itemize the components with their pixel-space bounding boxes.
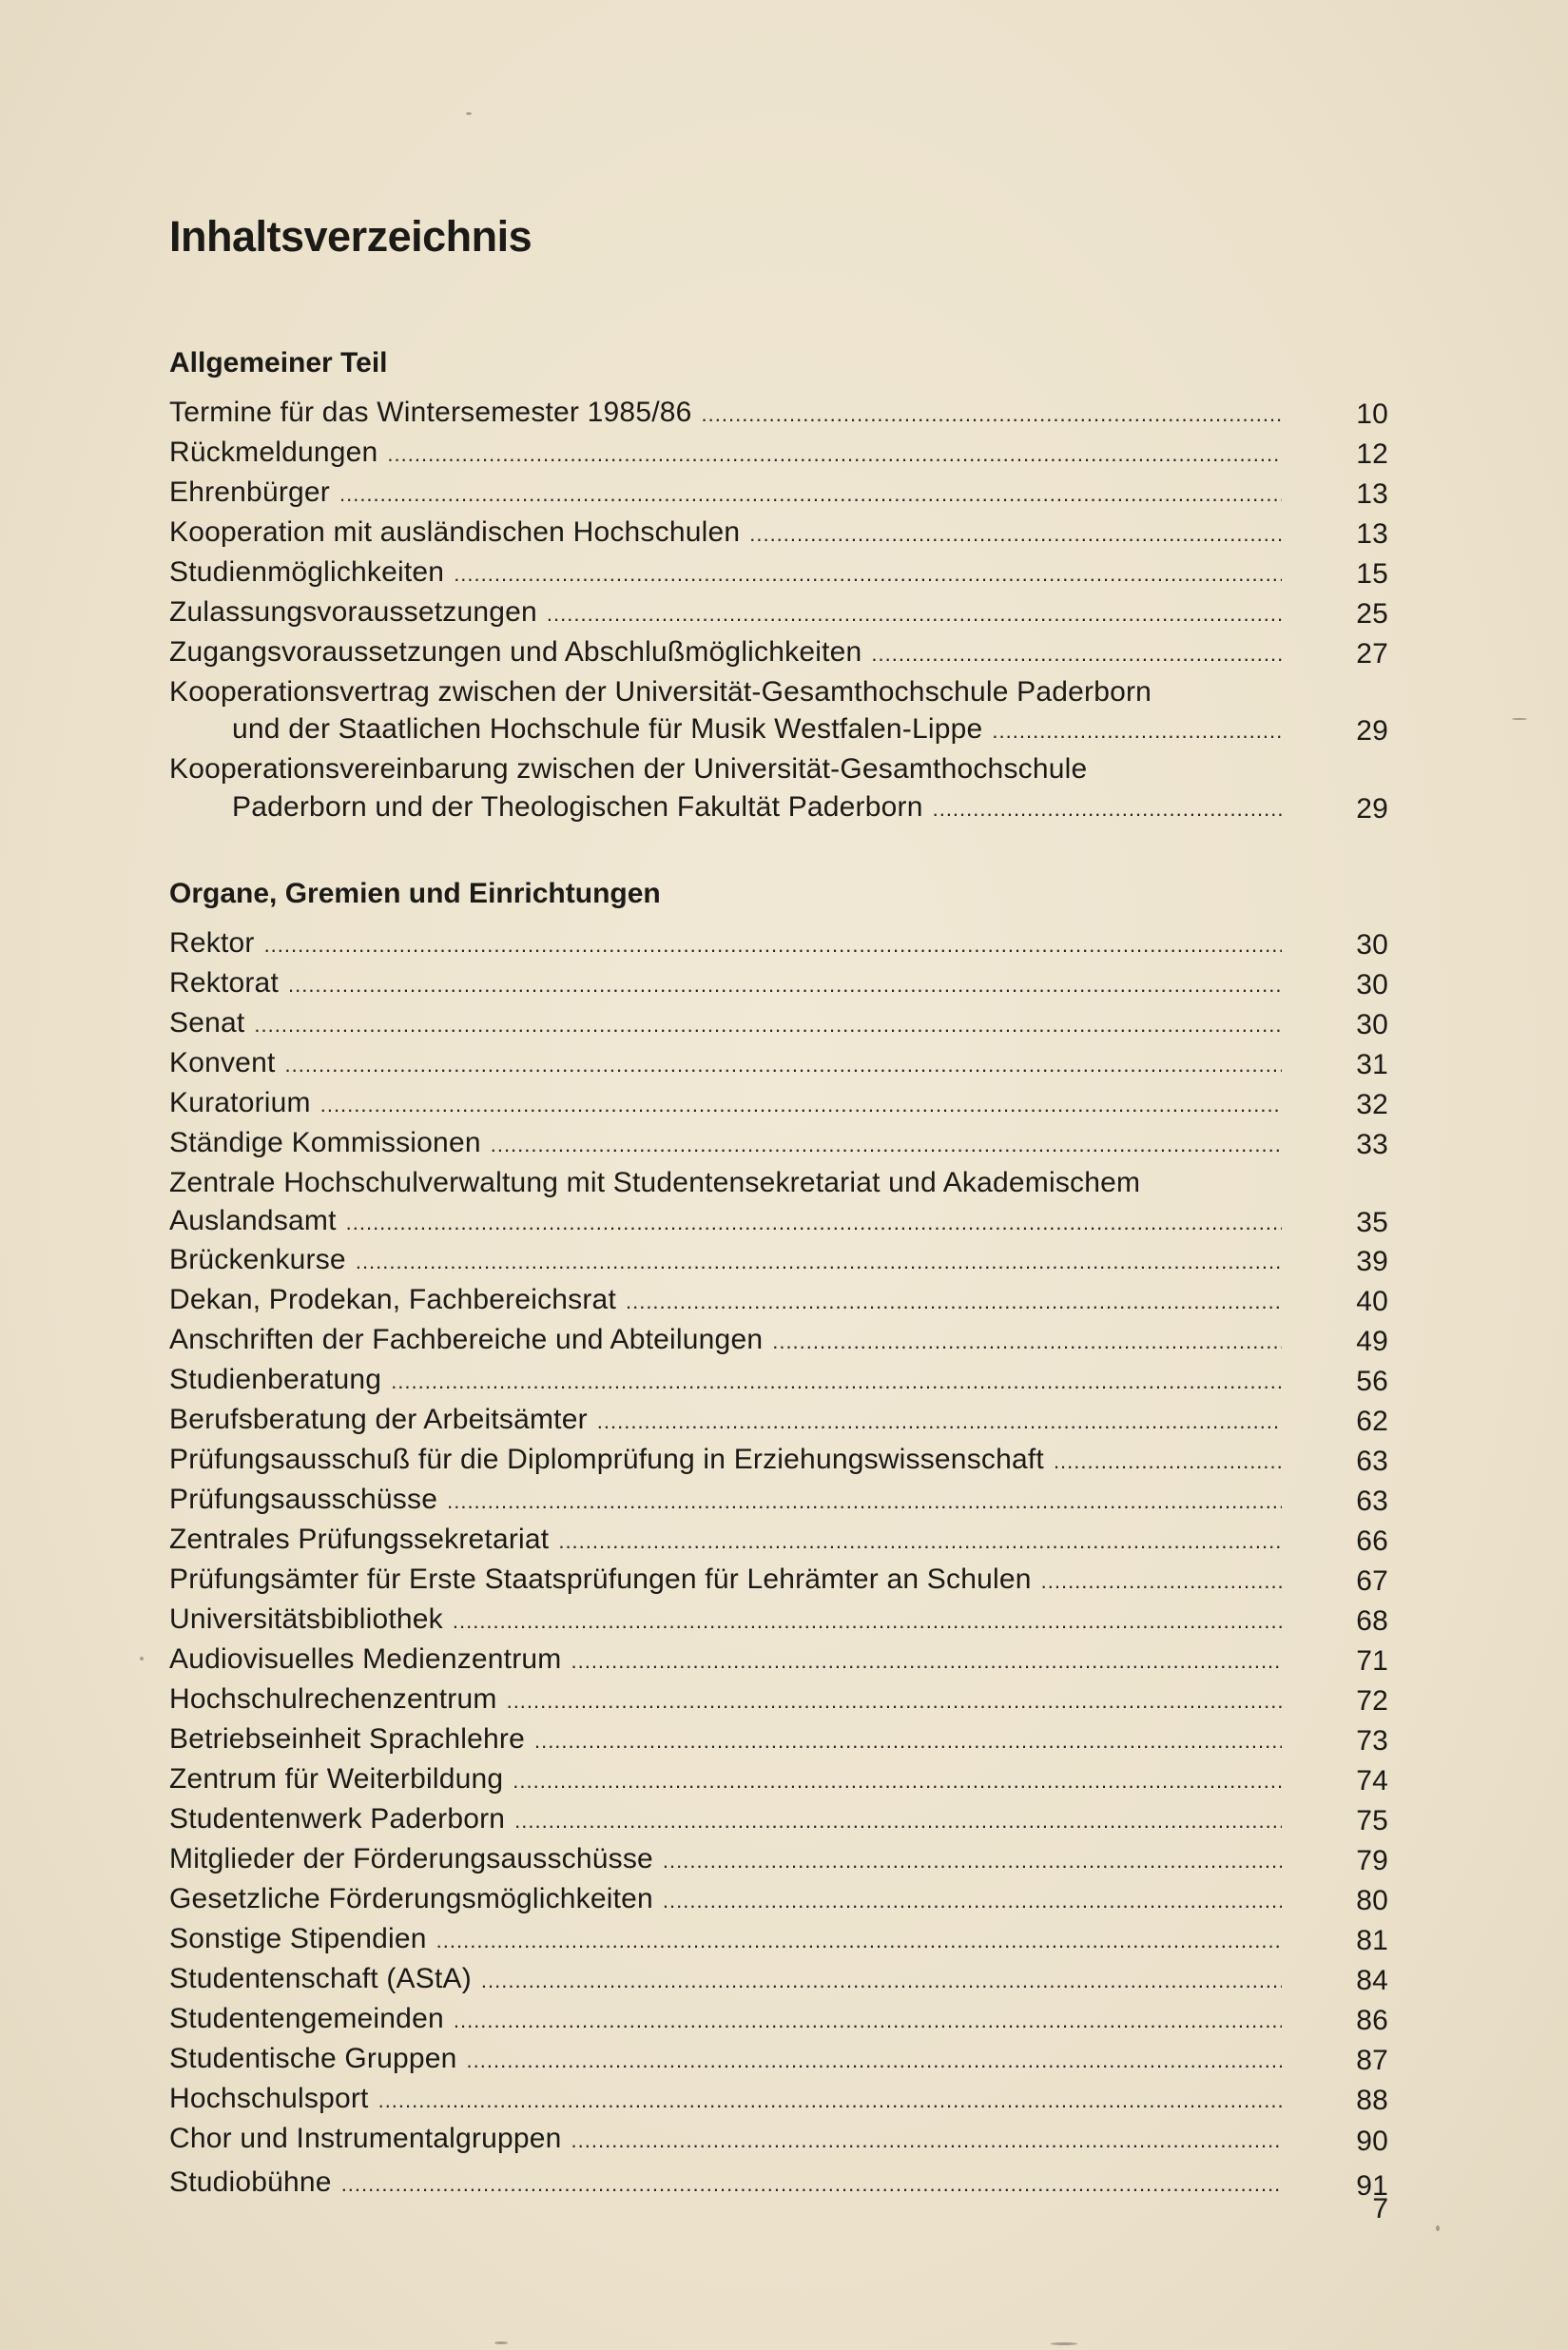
toc-entry-title: Hochschulsport — [169, 2082, 369, 2114]
toc-entry-line — [169, 394, 1282, 434]
toc-entry-line — [169, 593, 1282, 633]
toc-entry-title: Studienberatung — [169, 1364, 382, 1396]
toc-entry-line — [169, 474, 1282, 514]
toc-page-number: 27 — [1356, 637, 1388, 670]
toc-entry-line — [169, 924, 1282, 964]
toc-entry-title: Kuratorium — [169, 1086, 311, 1118]
dot-leader — [871, 635, 1282, 673]
toc-entry-line — [169, 1720, 1282, 1760]
toc-page-number: 25 — [1356, 597, 1388, 630]
toc-entry-title: Kooperationsvereinbarung zwischen der Universität-Gesamthochschule — [169, 753, 1088, 786]
toc-entry — [169, 1084, 1388, 1124]
toc-page-number: 81 — [1356, 1924, 1388, 1956]
dot-leader — [513, 1762, 1282, 1800]
toc-entry-title: Prüfungsausschüsse — [169, 1484, 438, 1515]
toc-entry-line — [169, 1880, 1282, 1920]
section-allgemeiner-teil — [169, 344, 1388, 827]
toc-entry-line — [169, 1840, 1282, 1880]
toc-entry-title: Hochschulrechenzentrum — [169, 1682, 497, 1715]
toc-page-number: 72 — [1356, 1684, 1388, 1717]
toc-entry-line — [169, 1481, 1282, 1521]
toc-entry-title: Berufsberatung der Arbeitsämter — [169, 1404, 588, 1436]
toc-entry-line — [169, 2080, 1282, 2120]
toc-page-number: 86 — [1356, 2004, 1388, 2036]
toc-entry-title: Chor und Instrumentalgruppen — [169, 2122, 562, 2154]
toc-page-number: 12 — [1356, 437, 1388, 470]
toc-entry-title: Rückmeldungen — [169, 436, 378, 468]
dot-leader — [772, 1323, 1282, 1361]
toc-entry-title: Sonstige Stipendien — [169, 1922, 427, 1954]
toc-entry-line — [169, 1321, 1282, 1361]
toc-list — [169, 394, 1388, 827]
toc-entry-title: Zulassungsvoraussetzungen — [169, 595, 537, 628]
toc-entry-title: Prüfungsausschuß für die Diplomprüfung in Erziehungswissenschaft — [169, 1444, 1044, 1476]
toc-entry-title: Studiobühne — [169, 2166, 332, 2199]
toc-page-number: 13 — [1356, 517, 1388, 550]
toc-entry-line — [169, 1800, 1282, 1840]
dot-leader — [454, 2002, 1282, 2040]
toc-entry — [169, 1321, 1388, 1361]
dot-leader — [391, 1363, 1282, 1401]
toc-page-number: 40 — [1356, 1286, 1388, 1318]
toc-entry-title: Rektor — [169, 927, 255, 959]
toc-entry — [169, 474, 1388, 514]
dot-leader — [378, 2082, 1282, 2120]
toc-entry — [169, 554, 1388, 593]
toc-entry-title: Termine für das Wintersemester 1985/86 — [169, 397, 692, 428]
toc-entry-line — [169, 1004, 1282, 1044]
toc-entry — [169, 394, 1388, 434]
toc-entry-title: Studienmöglichkeiten — [169, 555, 445, 588]
toc-entry — [169, 514, 1388, 554]
toc-entry-title: Kooperation mit ausländischen Hochschulen — [169, 515, 741, 548]
toc-page-number: 73 — [1356, 1724, 1388, 1757]
dot-leader — [702, 396, 1282, 434]
toc-page-number: 75 — [1356, 1804, 1388, 1836]
toc-entry — [169, 1044, 1388, 1084]
toc-entry-line — [169, 1680, 1282, 1720]
toc-entry-line — [169, 554, 1282, 593]
toc-entry-line — [169, 1760, 1282, 1800]
toc-entry — [169, 633, 1388, 673]
toc-entry-title: Kooperationsvertrag zwischen der Universität-Gesamthochschule Paderborn — [169, 675, 1152, 708]
dot-leader — [356, 1243, 1282, 1281]
dot-leader — [254, 1006, 1282, 1044]
toc-entry-title: Mitglieder der Förderungsausschüsse — [169, 1842, 653, 1874]
toc-entry — [169, 1680, 1388, 1720]
toc-entry-line — [169, 673, 1282, 711]
toc-entry-title: Prüfungsämter für Erste Staatsprüfungen für Lehrämter an Schulen — [169, 1563, 1032, 1595]
toc-entry-title: Senat — [169, 1006, 245, 1039]
toc-page-number: 39 — [1356, 1246, 1388, 1278]
toc-entry-title: Anschriften der Fachbereiche und Abteilungen — [169, 1324, 764, 1356]
dot-leader — [341, 2165, 1282, 2204]
toc-page-number: 80 — [1356, 1884, 1388, 1916]
toc-page-number: 13 — [1356, 477, 1388, 510]
toc-entry-title: Auslandsamt — [169, 1204, 337, 1236]
dot-leader — [447, 1483, 1282, 1521]
section-heading: Allgemeiner Teil — [169, 347, 388, 379]
toc-entry-line — [169, 1361, 1282, 1401]
toc-page-number: 87 — [1356, 2044, 1388, 2076]
dot-leader — [481, 1962, 1282, 2000]
toc-page-number: 79 — [1356, 1844, 1388, 1876]
toc-entry-title: Gesetzliche Förderungsmöglichkeiten — [169, 1882, 653, 1914]
dot-leader — [288, 966, 1282, 1004]
toc-entry — [169, 2040, 1388, 2080]
paper-speck — [140, 1657, 144, 1661]
dot-leader — [571, 1642, 1282, 1680]
toc-entry — [169, 1840, 1388, 1880]
toc-page-number: 35 — [1356, 1206, 1388, 1238]
toc-entry — [169, 673, 1388, 750]
dot-leader — [534, 1722, 1282, 1760]
toc-entry-title: Audiovisuelles Medienzentrum — [169, 1642, 562, 1675]
toc-entry-title: Ehrenbürger — [169, 476, 330, 508]
toc-page-number: 49 — [1356, 1326, 1388, 1358]
dot-leader — [346, 1204, 1282, 1242]
toc-entry — [169, 1760, 1388, 1800]
toc-entry — [169, 1281, 1388, 1321]
toc-page-number: 63 — [1356, 1446, 1388, 1478]
toc-entry — [169, 2120, 1388, 2161]
toc-page-number: 66 — [1356, 1525, 1388, 1557]
toc-entry — [169, 1361, 1388, 1401]
toc-entry — [169, 593, 1388, 633]
paper-speck — [494, 2341, 508, 2344]
toc-entry-line — [169, 1521, 1282, 1561]
dot-leader — [320, 1086, 1282, 1124]
toc-entry-title: Zugangsvoraussetzungen und Abschlußmöglichkeiten — [169, 635, 862, 668]
toc-entry — [169, 1481, 1388, 1521]
paper-speck — [1436, 2225, 1440, 2231]
toc-page-number: 88 — [1356, 2084, 1388, 2116]
toc-page-number: 15 — [1356, 557, 1388, 590]
toc-entry — [169, 924, 1388, 964]
toc-entry-line — [169, 2164, 1282, 2204]
toc-entry — [169, 1960, 1388, 2000]
dot-leader — [933, 790, 1282, 828]
toc-entry-line — [169, 1641, 1282, 1680]
toc-page-number: 29 — [1356, 715, 1388, 748]
toc-entry — [169, 1241, 1388, 1281]
toc-entry — [169, 1800, 1388, 1840]
toc-entry — [169, 2000, 1388, 2040]
toc-entry-title: Dekan, Prodekan, Fachbereichsrat — [169, 1284, 616, 1316]
toc-entry — [169, 2164, 1388, 2204]
section-heading: Organe, Gremien und Einrichtungen — [169, 878, 661, 909]
dot-leader — [558, 1523, 1282, 1561]
dot-leader — [514, 1802, 1282, 1840]
toc-list — [169, 924, 1388, 2204]
dot-leader — [454, 555, 1282, 593]
toc-entry — [169, 1401, 1388, 1441]
toc-entry — [169, 434, 1388, 474]
toc-entry-line — [169, 1960, 1282, 2000]
toc-entry-line — [169, 1281, 1282, 1321]
dot-leader — [663, 1842, 1282, 1880]
section-organe-gremien-einrichtungen — [169, 875, 1388, 2208]
toc-entry-line — [169, 1601, 1282, 1641]
toc-page-number: 63 — [1356, 1486, 1388, 1517]
dot-leader — [264, 926, 1282, 964]
dot-leader — [467, 2042, 1282, 2080]
dot-leader — [1041, 1563, 1282, 1601]
dot-leader — [387, 436, 1282, 474]
toc-entry-line — [169, 434, 1282, 474]
toc-entry — [169, 750, 1388, 827]
toc-entry — [169, 1880, 1388, 1920]
toc-entry — [169, 1004, 1388, 1044]
page-number: 7 — [1372, 2193, 1388, 2224]
toc-page-number: 91 — [1356, 2169, 1388, 2202]
toc-page-number: 84 — [1356, 1964, 1388, 1996]
dot-leader — [571, 2122, 1282, 2160]
toc-entry-line — [169, 710, 1282, 750]
toc-page-number: 30 — [1356, 929, 1388, 961]
toc-entry-title: Ständige Kommissionen — [169, 1126, 481, 1158]
toc-entry — [169, 964, 1388, 1004]
toc-page-number: 10 — [1356, 398, 1388, 430]
toc-entry-line — [169, 2000, 1282, 2040]
paper-speck — [1512, 718, 1527, 720]
toc-entry-title: Zentrales Prüfungssekretariat — [169, 1523, 550, 1555]
toc-entry-title: Brückenkurse — [169, 1244, 346, 1276]
toc-entry-line — [169, 1441, 1282, 1481]
toc-entry-line — [169, 2040, 1282, 2080]
dot-leader — [547, 595, 1282, 633]
toc-entry — [169, 1561, 1388, 1601]
toc-page-number: 68 — [1356, 1604, 1388, 1637]
dot-leader — [749, 515, 1282, 554]
dot-leader — [1054, 1443, 1282, 1481]
toc-entry-title: Studentenwerk Paderborn — [169, 1802, 506, 1835]
toc-entry-title: Paderborn und der Theologischen Fakultät Paderborn — [232, 790, 923, 823]
toc-entry-line — [169, 788, 1282, 828]
toc-entry-title: Studentische Gruppen — [169, 2042, 457, 2074]
toc-entry-line — [169, 750, 1282, 788]
toc-entry-line — [169, 1241, 1282, 1281]
toc-page-number: 29 — [1356, 792, 1388, 825]
toc-page-number: 30 — [1356, 1008, 1388, 1040]
toc-entry-line — [169, 1164, 1282, 1202]
toc-entry-title: Studentenschaft (AStA) — [169, 1962, 472, 1994]
toc-entry — [169, 1720, 1388, 1760]
toc-page-number: 33 — [1356, 1128, 1388, 1160]
toc-entry-line — [169, 1202, 1282, 1242]
toc-entry-title: Universitätsbibliothek — [169, 1602, 443, 1635]
dot-leader — [453, 1602, 1282, 1641]
toc-entry-title: Zentrum für Weiterbildung — [169, 1762, 504, 1795]
dot-leader — [992, 712, 1282, 750]
toc-entry-line — [169, 1920, 1282, 1960]
toc-page-number: 71 — [1356, 1644, 1388, 1677]
toc-entry-line — [169, 1084, 1282, 1124]
dot-leader — [507, 1682, 1282, 1720]
toc-page-number: 74 — [1356, 1764, 1388, 1796]
toc-entry — [169, 2080, 1388, 2120]
dot-leader — [626, 1283, 1282, 1321]
toc-page-number: 31 — [1356, 1048, 1388, 1080]
paper-speck — [1051, 2342, 1077, 2345]
page-title: Inhaltsverzeichnis — [169, 212, 532, 261]
toc-entry — [169, 1441, 1388, 1481]
toc-entry-line — [169, 1044, 1282, 1084]
paper-speck — [466, 112, 472, 115]
toc-page-number: 90 — [1356, 2126, 1388, 2158]
dot-leader — [436, 1922, 1282, 1960]
toc-entry-line — [169, 1124, 1282, 1164]
dot-leader — [339, 476, 1282, 514]
toc-entry-line — [169, 964, 1282, 1004]
toc-entry-title: Betriebseinheit Sprachlehre — [169, 1722, 525, 1755]
toc-entry — [169, 1601, 1388, 1641]
toc-entry-line — [169, 1401, 1282, 1441]
toc-entry — [169, 1920, 1388, 1960]
toc-entry-title: und der Staatlichen Hochschule für Musik Westfalen-Lippe — [232, 713, 983, 746]
toc-page-number: 56 — [1356, 1366, 1388, 1398]
toc-entry-line — [169, 2120, 1282, 2160]
toc-page-number: 62 — [1356, 1406, 1388, 1438]
toc-entry-title: Studentengemeinden — [169, 2002, 444, 2034]
toc-page-number: 30 — [1356, 968, 1388, 1000]
toc-page-number: 32 — [1356, 1088, 1388, 1120]
toc-entry-line — [169, 1561, 1282, 1601]
toc-entry-title: Rektorat — [169, 966, 279, 999]
dot-leader — [597, 1403, 1282, 1441]
toc-entry-title: Konvent — [169, 1046, 276, 1078]
toc-entry — [169, 1641, 1388, 1680]
toc-entry — [169, 1521, 1388, 1561]
dot-leader — [491, 1126, 1282, 1164]
toc-entry-line — [169, 633, 1282, 673]
toc-entry — [169, 1164, 1388, 1241]
dot-leader — [284, 1046, 1282, 1084]
toc-page-number: 67 — [1356, 1564, 1388, 1597]
toc-entry-title: Zentrale Hochschulverwaltung mit Studentensekretariat und Akademischem — [169, 1166, 1141, 1198]
toc-entry — [169, 1124, 1388, 1164]
dot-leader — [663, 1882, 1282, 1920]
toc-entry-line — [169, 514, 1282, 554]
